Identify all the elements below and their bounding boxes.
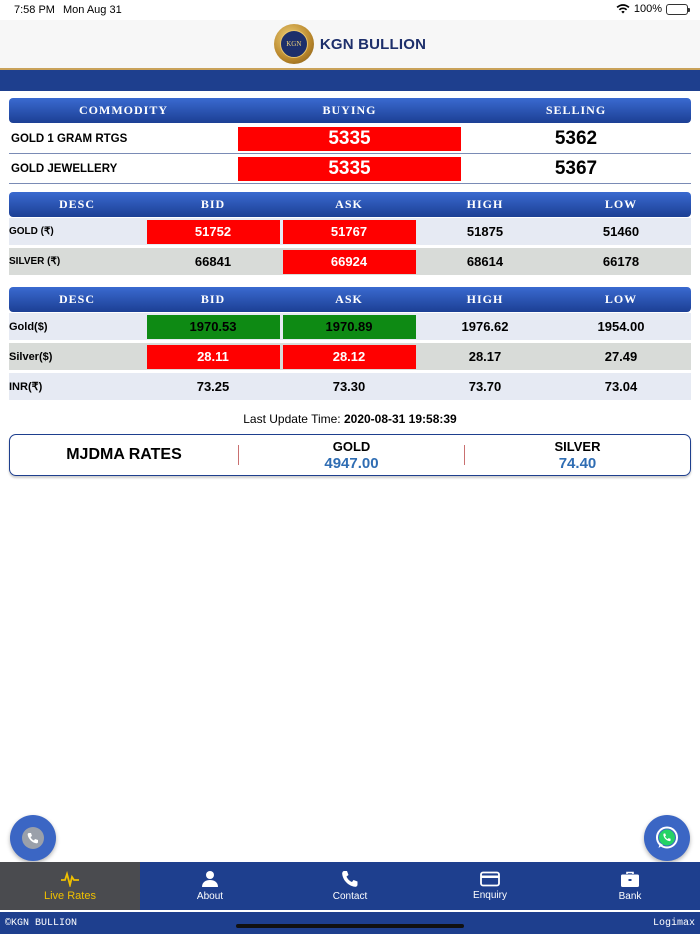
- battery-icon: [666, 4, 688, 15]
- col-header: DESC: [58, 292, 95, 306]
- nav-live-rates[interactable]: [0, 862, 140, 910]
- status-right: [616, 3, 688, 15]
- col-header: LOW: [604, 197, 638, 211]
- card-icon: [480, 871, 500, 887]
- bid-cell: 51752: [147, 220, 280, 244]
- nav-label: Enquiry: [473, 890, 507, 901]
- mjdma-silver: [465, 438, 690, 472]
- commodity-name: GOLD 1 GRAM RTGS: [11, 132, 128, 145]
- usd-row-inr: [9, 373, 691, 400]
- selling-price: 5367: [554, 157, 598, 179]
- ask-cell: 73.30: [332, 379, 366, 394]
- whatsapp-icon: [653, 824, 681, 852]
- nav-label: Contact: [332, 891, 368, 902]
- pulse-icon: [60, 871, 80, 887]
- col-header: COMMODITY: [79, 103, 168, 117]
- col-header: LOW: [604, 292, 638, 306]
- high-cell: 51875: [466, 224, 504, 239]
- buying-price: 5335: [238, 127, 461, 151]
- blue-band: [0, 70, 700, 91]
- col-header: HIGH: [466, 292, 504, 306]
- usd-row-silver: [9, 343, 691, 370]
- last-update: [0, 412, 700, 426]
- bid-cell: 28.11: [147, 345, 280, 369]
- selling-price: 5362: [554, 127, 598, 149]
- col-header: ASK: [335, 197, 363, 211]
- desc-cell: Silver($): [9, 350, 53, 363]
- whatsapp-button[interactable]: [644, 815, 690, 861]
- status-time: 7:58 PM: [14, 4, 55, 16]
- logo-text: KGN BULLION: [319, 35, 427, 53]
- col-header: SELLING: [545, 103, 607, 117]
- buying-price: 5335: [238, 157, 461, 181]
- ask-cell: 28.12: [283, 345, 416, 369]
- footer-copyright: ©KGN BULLION: [5, 918, 78, 929]
- high-cell: 1976.62: [461, 319, 509, 334]
- high-cell: 73.70: [468, 379, 502, 394]
- col-header: BID: [200, 197, 226, 211]
- mjdma-gold-label: GOLD: [332, 439, 371, 454]
- mjdma-title: MJDMA RATES: [66, 446, 182, 463]
- last-update-value: 2020-08-31 19:58:39: [343, 412, 457, 426]
- bid-cell: 73.25: [196, 379, 230, 394]
- footer: [0, 910, 700, 934]
- ask-cell: 51767: [283, 220, 416, 244]
- low-cell: 27.49: [604, 349, 638, 364]
- col-header: BID: [200, 292, 226, 306]
- col-header: DESC: [58, 197, 95, 211]
- nav-label: Bank: [618, 890, 642, 902]
- briefcase-icon: [620, 871, 640, 888]
- commodity-table-header: [9, 98, 691, 123]
- nav-label: About: [196, 891, 224, 902]
- bid-cell: 1970.53: [147, 315, 280, 339]
- usd-table-header: [9, 287, 691, 312]
- low-cell: 1954.00: [597, 319, 645, 334]
- call-button[interactable]: [10, 815, 56, 861]
- status-date: Mon Aug 31: [63, 4, 122, 16]
- nav-contact[interactable]: [280, 862, 420, 910]
- col-header: ASK: [335, 292, 363, 306]
- footer-vendor: Logimax: [652, 918, 695, 929]
- inr-row-silver: [9, 248, 691, 275]
- nav-label: Live Rates: [44, 889, 96, 902]
- low-cell: 51460: [602, 224, 640, 239]
- mjdma-gold: [239, 438, 464, 472]
- mjdma-silver-label: SILVER: [554, 439, 601, 454]
- mjdma-gold-value: 4947.00: [324, 455, 379, 472]
- usd-row-gold: [9, 313, 691, 340]
- wifi-icon: [616, 4, 630, 14]
- inr-table-header: [9, 192, 691, 217]
- high-cell: 68614: [466, 254, 504, 269]
- bottom-nav: [0, 862, 700, 910]
- inr-row-gold: [9, 218, 691, 245]
- nav-enquiry[interactable]: [420, 862, 560, 910]
- logo-coin-icon: [274, 24, 314, 64]
- low-cell: 73.04: [604, 379, 638, 394]
- mjdma-rates-card: [9, 434, 691, 476]
- ask-cell: 66924: [283, 250, 416, 274]
- battery-percent: 100%: [633, 3, 662, 15]
- commodity-row: [9, 126, 691, 151]
- desc-cell: Gold($): [9, 320, 48, 333]
- mjdma-silver-value: 74.40: [558, 455, 597, 472]
- high-cell: 28.17: [468, 349, 502, 364]
- col-header: HIGH: [466, 197, 504, 211]
- commodity-row: [9, 156, 691, 181]
- user-icon: [201, 870, 219, 888]
- nav-about[interactable]: [140, 862, 280, 910]
- desc-cell: GOLD (₹): [9, 226, 54, 237]
- bid-cell: 66841: [194, 254, 232, 269]
- desc-cell: SILVER (₹): [9, 256, 61, 267]
- row-divider: [9, 183, 691, 184]
- app-header: [0, 20, 700, 68]
- commodity-name: GOLD JEWELLERY: [11, 162, 118, 175]
- status-bar: [0, 0, 700, 20]
- ask-cell: 1970.89: [283, 315, 416, 339]
- low-cell: 66178: [602, 254, 640, 269]
- col-header: BUYING: [322, 103, 377, 117]
- phone-bubble-icon: [20, 825, 46, 851]
- row-divider: [9, 153, 691, 154]
- phone-icon: [341, 870, 359, 888]
- logo: [274, 24, 426, 64]
- home-indicator[interactable]: [236, 924, 464, 928]
- nav-bank[interactable]: [560, 862, 700, 910]
- last-update-label: Last Update Time:: [243, 412, 344, 426]
- logo-coin-text: KGN: [280, 30, 308, 58]
- desc-cell: INR(₹): [9, 381, 43, 393]
